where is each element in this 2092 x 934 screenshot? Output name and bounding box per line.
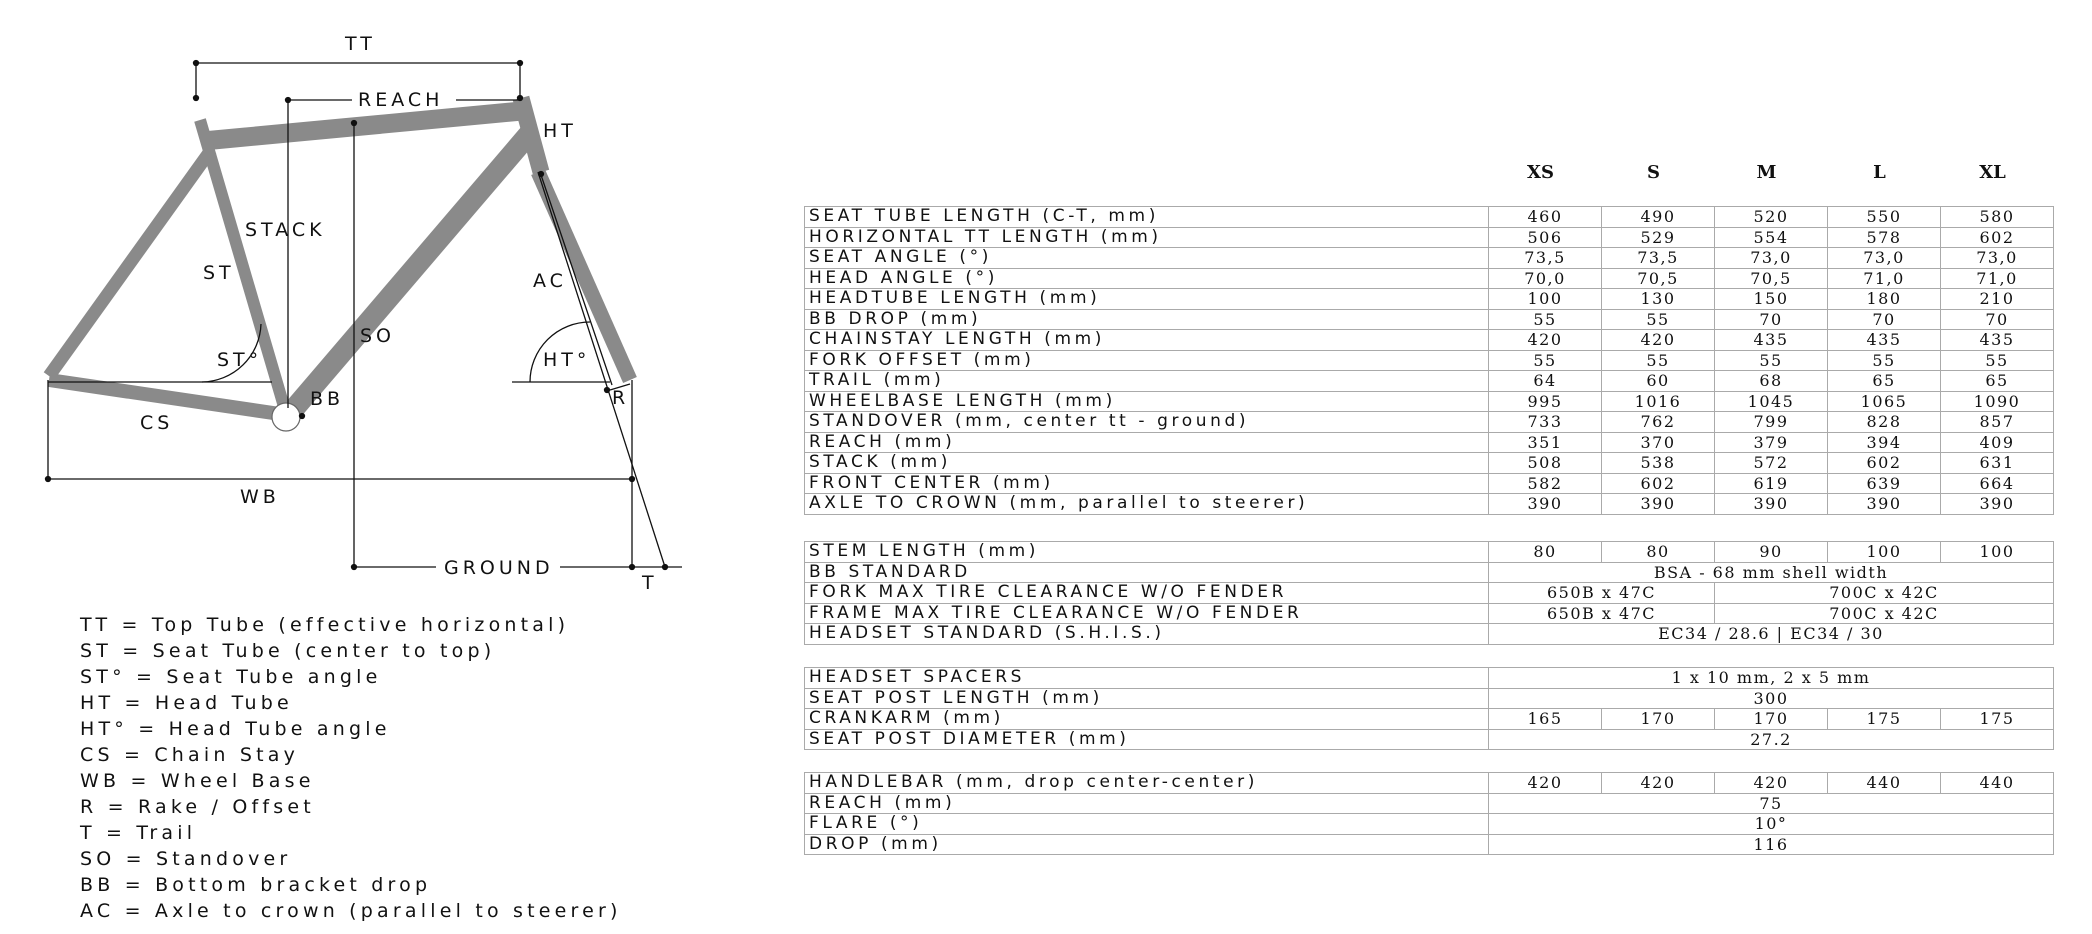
size-value-xs: 733 bbox=[1489, 412, 1602, 433]
table-row bbox=[805, 207, 2054, 228]
size-value-m: 379 bbox=[1715, 432, 1828, 453]
size-value-xs: 73,5 bbox=[1489, 248, 1602, 269]
table-row bbox=[805, 562, 2054, 583]
size-value-m: 390 bbox=[1715, 494, 1828, 515]
merged-value-cell: 650B x 47C bbox=[1489, 583, 1715, 604]
bike-frame bbox=[49, 98, 630, 431]
label-st: ST bbox=[203, 262, 235, 284]
label-ground: GROUND bbox=[444, 557, 554, 579]
row-label: FORK MAX TIRE CLEARANCE W/O FENDER bbox=[805, 583, 1489, 604]
size-value-xl: 1090 bbox=[1941, 391, 2054, 412]
table-row bbox=[805, 603, 2054, 624]
row-label: STACK (mm) bbox=[805, 453, 1489, 474]
size-value-l: 394 bbox=[1828, 432, 1941, 453]
size-value-s: 60 bbox=[1602, 371, 1715, 392]
label-tt: TT bbox=[345, 33, 376, 55]
size-value-xs: 351 bbox=[1489, 432, 1602, 453]
table-row bbox=[805, 453, 2054, 474]
size-value-m: 420 bbox=[1715, 773, 1828, 794]
label-r: R bbox=[612, 387, 630, 409]
merged-value-cell: EC34 / 28.6 | EC34 / 30 bbox=[1489, 624, 2054, 645]
size-value-m: 68 bbox=[1715, 371, 1828, 392]
row-label: HEADTUBE LENGTH (mm) bbox=[805, 289, 1489, 310]
table-row bbox=[805, 248, 2054, 269]
size-value-l: 175 bbox=[1828, 709, 1941, 730]
row-label: SEAT ANGLE (°) bbox=[805, 248, 1489, 269]
table-row bbox=[805, 412, 2054, 433]
table-row bbox=[805, 688, 2054, 709]
table-row bbox=[805, 432, 2054, 453]
table-row bbox=[805, 583, 2054, 604]
size-value-s: 762 bbox=[1602, 412, 1715, 433]
size-value-s: 1016 bbox=[1602, 391, 1715, 412]
size-value-xs: 995 bbox=[1489, 391, 1602, 412]
row-label: CHAINSTAY LENGTH (mm) bbox=[805, 330, 1489, 351]
merged-value-cell: 75 bbox=[1489, 793, 2054, 814]
size-value-xl: 409 bbox=[1941, 432, 2054, 453]
legend-item: WB = Wheel Base bbox=[80, 770, 315, 792]
row-label: REACH (mm) bbox=[805, 432, 1489, 453]
size-value-s: 55 bbox=[1602, 350, 1715, 371]
size-value-xl: 664 bbox=[1941, 473, 2054, 494]
size-value-xs: 55 bbox=[1489, 350, 1602, 371]
size-header-s: S bbox=[1647, 162, 1660, 183]
size-value-l: 70 bbox=[1828, 309, 1941, 330]
label-cs: CS bbox=[140, 412, 174, 434]
merged-value-cell: 27.2 bbox=[1489, 729, 2054, 750]
size-header-m: M bbox=[1756, 162, 1777, 183]
label-ht: HT bbox=[543, 120, 577, 142]
size-value-xs: 80 bbox=[1489, 542, 1602, 563]
size-value-s: 370 bbox=[1602, 432, 1715, 453]
row-label: FORK OFFSET (mm) bbox=[805, 350, 1489, 371]
table-row bbox=[805, 330, 2054, 351]
size-value-xl: 390 bbox=[1941, 494, 2054, 515]
frame-geometry-table bbox=[804, 206, 2054, 515]
size-value-xs: 506 bbox=[1489, 227, 1602, 248]
size-value-s: 55 bbox=[1602, 309, 1715, 330]
size-value-m: 435 bbox=[1715, 330, 1828, 351]
label-st-angle: ST° bbox=[217, 349, 263, 371]
table-row bbox=[805, 289, 2054, 310]
table-row bbox=[805, 624, 2054, 645]
size-value-xs: 55 bbox=[1489, 309, 1602, 330]
label-wb: WB bbox=[240, 486, 280, 508]
size-value-xs: 100 bbox=[1489, 289, 1602, 310]
size-value-xl: 580 bbox=[1941, 207, 2054, 228]
row-label: HEADSET SPACERS bbox=[805, 668, 1489, 689]
row-label: REACH (mm) bbox=[805, 793, 1489, 814]
legend-item: HT = Head Tube bbox=[80, 692, 293, 714]
size-value-xs: 70,0 bbox=[1489, 268, 1602, 289]
label-bb: BB bbox=[310, 388, 345, 410]
size-value-m: 170 bbox=[1715, 709, 1828, 730]
size-value-l: 440 bbox=[1828, 773, 1941, 794]
size-value-l: 390 bbox=[1828, 494, 1941, 515]
table-row bbox=[805, 773, 2054, 794]
size-header-l: L bbox=[1873, 162, 1886, 183]
table-row bbox=[805, 473, 2054, 494]
size-value-xl: 71,0 bbox=[1941, 268, 2054, 289]
table-row bbox=[805, 309, 2054, 330]
table-row bbox=[805, 350, 2054, 371]
size-value-s: 420 bbox=[1602, 773, 1715, 794]
size-value-m: 1045 bbox=[1715, 391, 1828, 412]
legend-item: ST = Seat Tube (center to top) bbox=[80, 640, 496, 662]
size-value-xl: 65 bbox=[1941, 371, 2054, 392]
table-row bbox=[805, 668, 2054, 689]
size-value-l: 100 bbox=[1828, 542, 1941, 563]
row-label: HORIZONTAL TT LENGTH (mm) bbox=[805, 227, 1489, 248]
size-value-xs: 64 bbox=[1489, 371, 1602, 392]
row-label: TRAIL (mm) bbox=[805, 371, 1489, 392]
legend-item: BB = Bottom bracket drop bbox=[80, 874, 432, 896]
size-value-s: 538 bbox=[1602, 453, 1715, 474]
merged-value-cell: 10° bbox=[1489, 814, 2054, 835]
size-value-m: 572 bbox=[1715, 453, 1828, 474]
size-value-xl: 175 bbox=[1941, 709, 2054, 730]
size-value-s: 390 bbox=[1602, 494, 1715, 515]
size-value-l: 550 bbox=[1828, 207, 1941, 228]
table-row bbox=[805, 268, 2054, 289]
table-row bbox=[805, 371, 2054, 392]
row-label: STEM LENGTH (mm) bbox=[805, 542, 1489, 563]
size-value-m: 73,0 bbox=[1715, 248, 1828, 269]
size-value-xl: 602 bbox=[1941, 227, 2054, 248]
size-value-m: 520 bbox=[1715, 207, 1828, 228]
size-value-s: 490 bbox=[1602, 207, 1715, 228]
row-label: FRONT CENTER (mm) bbox=[805, 473, 1489, 494]
size-value-m: 70,5 bbox=[1715, 268, 1828, 289]
size-value-s: 130 bbox=[1602, 289, 1715, 310]
legend-item: SO = Standover bbox=[80, 848, 292, 870]
size-value-xl: 631 bbox=[1941, 453, 2054, 474]
size-header-xl: XL bbox=[1979, 162, 2006, 183]
size-value-l: 55 bbox=[1828, 350, 1941, 371]
size-value-m: 554 bbox=[1715, 227, 1828, 248]
row-label: SEAT TUBE LENGTH (C-T, mm) bbox=[805, 207, 1489, 228]
size-value-l: 65 bbox=[1828, 371, 1941, 392]
merged-value-cell: 700C x 42C bbox=[1715, 583, 2054, 604]
size-value-m: 90 bbox=[1715, 542, 1828, 563]
row-label: BB DROP (mm) bbox=[805, 309, 1489, 330]
row-label: SEAT POST LENGTH (mm) bbox=[805, 688, 1489, 709]
size-value-s: 529 bbox=[1602, 227, 1715, 248]
size-value-s: 602 bbox=[1602, 473, 1715, 494]
table-row bbox=[805, 834, 2054, 855]
legend-item: R = Rake / Offset bbox=[80, 796, 315, 818]
size-value-s: 420 bbox=[1602, 330, 1715, 351]
size-value-l: 828 bbox=[1828, 412, 1941, 433]
legend-item: T = Trail bbox=[80, 822, 197, 844]
size-value-l: 602 bbox=[1828, 453, 1941, 474]
label-ht-angle: HT° bbox=[543, 349, 591, 371]
table-row bbox=[805, 793, 2054, 814]
size-value-m: 55 bbox=[1715, 350, 1828, 371]
size-value-xs: 508 bbox=[1489, 453, 1602, 474]
size-value-xs: 165 bbox=[1489, 709, 1602, 730]
size-value-s: 70,5 bbox=[1602, 268, 1715, 289]
merged-value-cell: 116 bbox=[1489, 834, 2054, 855]
size-value-m: 70 bbox=[1715, 309, 1828, 330]
table-row bbox=[805, 391, 2054, 412]
size-value-xs: 390 bbox=[1489, 494, 1602, 515]
size-value-xl: 857 bbox=[1941, 412, 2054, 433]
components-table bbox=[804, 541, 2054, 645]
row-label: HANDLEBAR (mm, drop center-center) bbox=[805, 773, 1489, 794]
chain-stay bbox=[49, 380, 280, 414]
abbreviation-legend bbox=[80, 612, 730, 924]
merged-value-cell: 700C x 42C bbox=[1715, 603, 2054, 624]
size-value-xs: 460 bbox=[1489, 207, 1602, 228]
size-value-xl: 100 bbox=[1941, 542, 2054, 563]
size-value-l: 639 bbox=[1828, 473, 1941, 494]
size-value-m: 150 bbox=[1715, 289, 1828, 310]
table-row bbox=[805, 227, 2054, 248]
legend-item: AC = Axle to crown (parallel to steerer) bbox=[80, 900, 622, 922]
size-value-xl: 210 bbox=[1941, 289, 2054, 310]
row-label: HEADSET STANDARD (S.H.I.S.) bbox=[805, 624, 1489, 645]
size-value-xl: 440 bbox=[1941, 773, 2054, 794]
size-value-s: 170 bbox=[1602, 709, 1715, 730]
size-value-xl: 55 bbox=[1941, 350, 2054, 371]
label-reach: REACH bbox=[358, 89, 444, 111]
legend-item: TT = Top Tube (effective horizontal) bbox=[80, 614, 570, 636]
row-label: FLARE (°) bbox=[805, 814, 1489, 835]
size-value-m: 619 bbox=[1715, 473, 1828, 494]
label-so: SO bbox=[360, 325, 396, 347]
size-value-m: 799 bbox=[1715, 412, 1828, 433]
seatpost-crank-table bbox=[804, 667, 2054, 750]
frame-geometry-diagram bbox=[0, 0, 700, 600]
size-value-s: 73,5 bbox=[1602, 248, 1715, 269]
size-value-xl: 73,0 bbox=[1941, 248, 2054, 269]
merged-value-cell: 300 bbox=[1489, 688, 2054, 709]
legend-item: ST° = Seat Tube angle bbox=[80, 666, 382, 688]
row-label: FRAME MAX TIRE CLEARANCE W/O FENDER bbox=[805, 603, 1489, 624]
merged-value-cell: 1 x 10 mm, 2 x 5 mm bbox=[1489, 668, 2054, 689]
size-header-row bbox=[0, 162, 2092, 190]
label-t: T bbox=[642, 572, 658, 594]
size-value-xs: 420 bbox=[1489, 330, 1602, 351]
size-value-xs: 582 bbox=[1489, 473, 1602, 494]
merged-value-cell: BSA - 68 mm shell width bbox=[1489, 562, 2054, 583]
size-value-s: 80 bbox=[1602, 542, 1715, 563]
handlebar-table bbox=[804, 772, 2054, 855]
table-row bbox=[805, 494, 2054, 515]
size-value-l: 435 bbox=[1828, 330, 1941, 351]
size-value-l: 73,0 bbox=[1828, 248, 1941, 269]
size-value-xl: 435 bbox=[1941, 330, 2054, 351]
bottom-bracket-shell bbox=[272, 403, 300, 431]
table-row bbox=[805, 729, 2054, 750]
row-label: DROP (mm) bbox=[805, 834, 1489, 855]
size-value-xl: 70 bbox=[1941, 309, 2054, 330]
row-label: STANDOVER (mm, center tt - ground) bbox=[805, 412, 1489, 433]
size-value-l: 578 bbox=[1828, 227, 1941, 248]
row-label: CRANKARM (mm) bbox=[805, 709, 1489, 730]
size-value-xs: 420 bbox=[1489, 773, 1602, 794]
size-value-l: 1065 bbox=[1828, 391, 1941, 412]
row-label: HEAD ANGLE (°) bbox=[805, 268, 1489, 289]
size-header-xs: XS bbox=[1527, 162, 1554, 183]
row-label: BB STANDARD bbox=[805, 562, 1489, 583]
table-row bbox=[805, 709, 2054, 730]
size-value-l: 71,0 bbox=[1828, 268, 1941, 289]
label-stack: STACK bbox=[245, 219, 326, 241]
row-label: SEAT POST DIAMETER (mm) bbox=[805, 729, 1489, 750]
merged-value-cell: 650B x 47C bbox=[1489, 603, 1715, 624]
legend-item: CS = Chain Stay bbox=[80, 744, 300, 766]
size-value-l: 180 bbox=[1828, 289, 1941, 310]
row-label: AXLE TO CROWN (mm, parallel to steerer) bbox=[805, 494, 1489, 515]
row-label: WHEELBASE LENGTH (mm) bbox=[805, 391, 1489, 412]
label-ac: AC bbox=[533, 270, 567, 292]
table-row bbox=[805, 542, 2054, 563]
table-row bbox=[805, 814, 2054, 835]
top-tube bbox=[203, 111, 522, 141]
legend-item: HT° = Head Tube angle bbox=[80, 718, 391, 740]
